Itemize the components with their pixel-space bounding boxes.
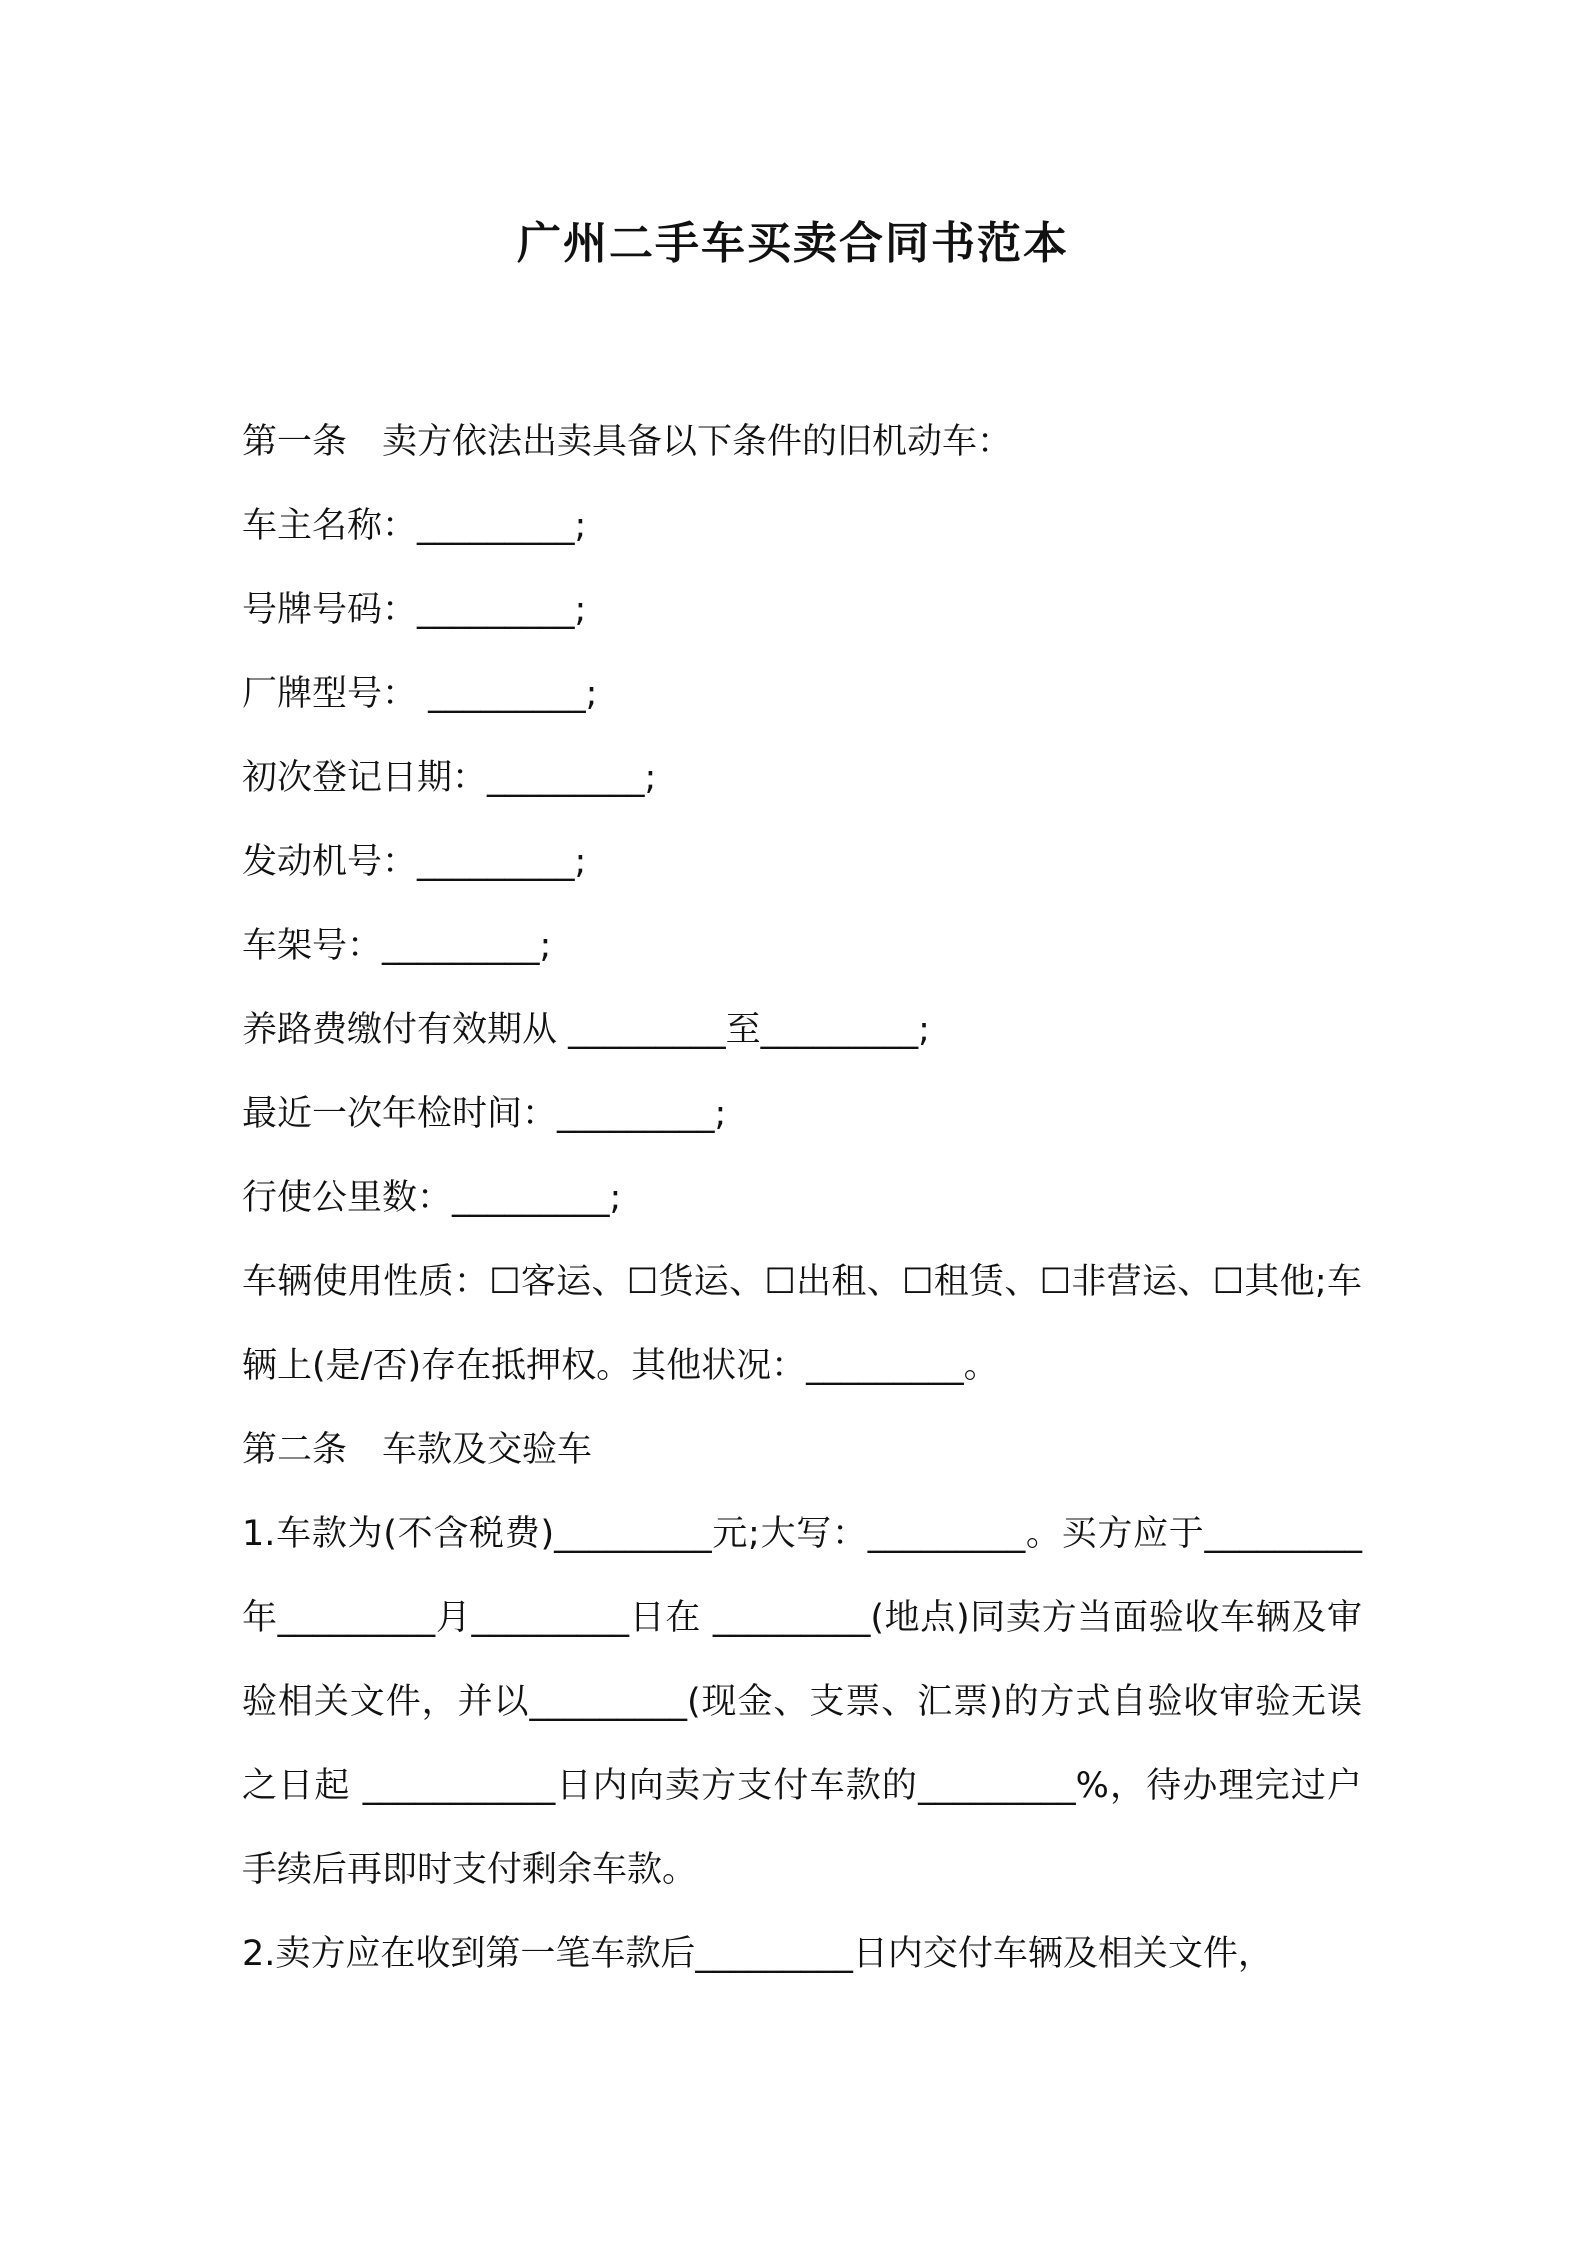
road-fee-validity-line: 养路费缴付有效期从 _________至_________; xyxy=(242,1010,930,1050)
mileage-line: 行使公里数：_________; xyxy=(242,1178,622,1218)
article-2-item-1: 1.车款为(不含税费)_________元;大写：_________。买方应于_________年_________月_________日在 _________(地点)同卖方当面验收车辆及审验相关文件，并以_________(现金、支票、汇票)的方式自验收审验无误之日起 ___________日内向卖方支付车款的_________%，待办理完过户手续后再即时支付剩余车款。 xyxy=(242,1514,1362,1890)
first-registration-date-line: 初次登记日期：_________; xyxy=(242,758,657,798)
plate-number-line: 号牌号码：_________; xyxy=(242,590,587,630)
document-title: 广州二手车买卖合同书范本 xyxy=(517,218,1069,269)
brand-model-line: 厂牌型号： _________; xyxy=(242,674,598,714)
article-1-heading: 第一条 卖方依法出卖具备以下条件的旧机动车： xyxy=(242,422,1013,462)
article-2-item-2: 2.卖方应在收到第一笔车款后_________日内交付车辆及相关文件， xyxy=(242,1934,1273,1974)
engine-number-line: 发动机号：_________; xyxy=(242,842,587,882)
document-body xyxy=(242,400,1362,1996)
owner-name-line: 车主名称：_________; xyxy=(242,506,587,546)
last-inspection-line: 最近一次年检时间：_________; xyxy=(242,1094,727,1134)
frame-number-line: 车架号：_________; xyxy=(242,926,552,966)
article-2-heading: 第二条 车款及交验车 xyxy=(242,1430,593,1470)
vehicle-use-paragraph: 车辆使用性质：☐客运、☐货运、☐出租、☐租赁、☐非营运、☐其他;车辆上(是/否)存在抵押权。其他状况：_________。 xyxy=(242,1262,1362,1386)
